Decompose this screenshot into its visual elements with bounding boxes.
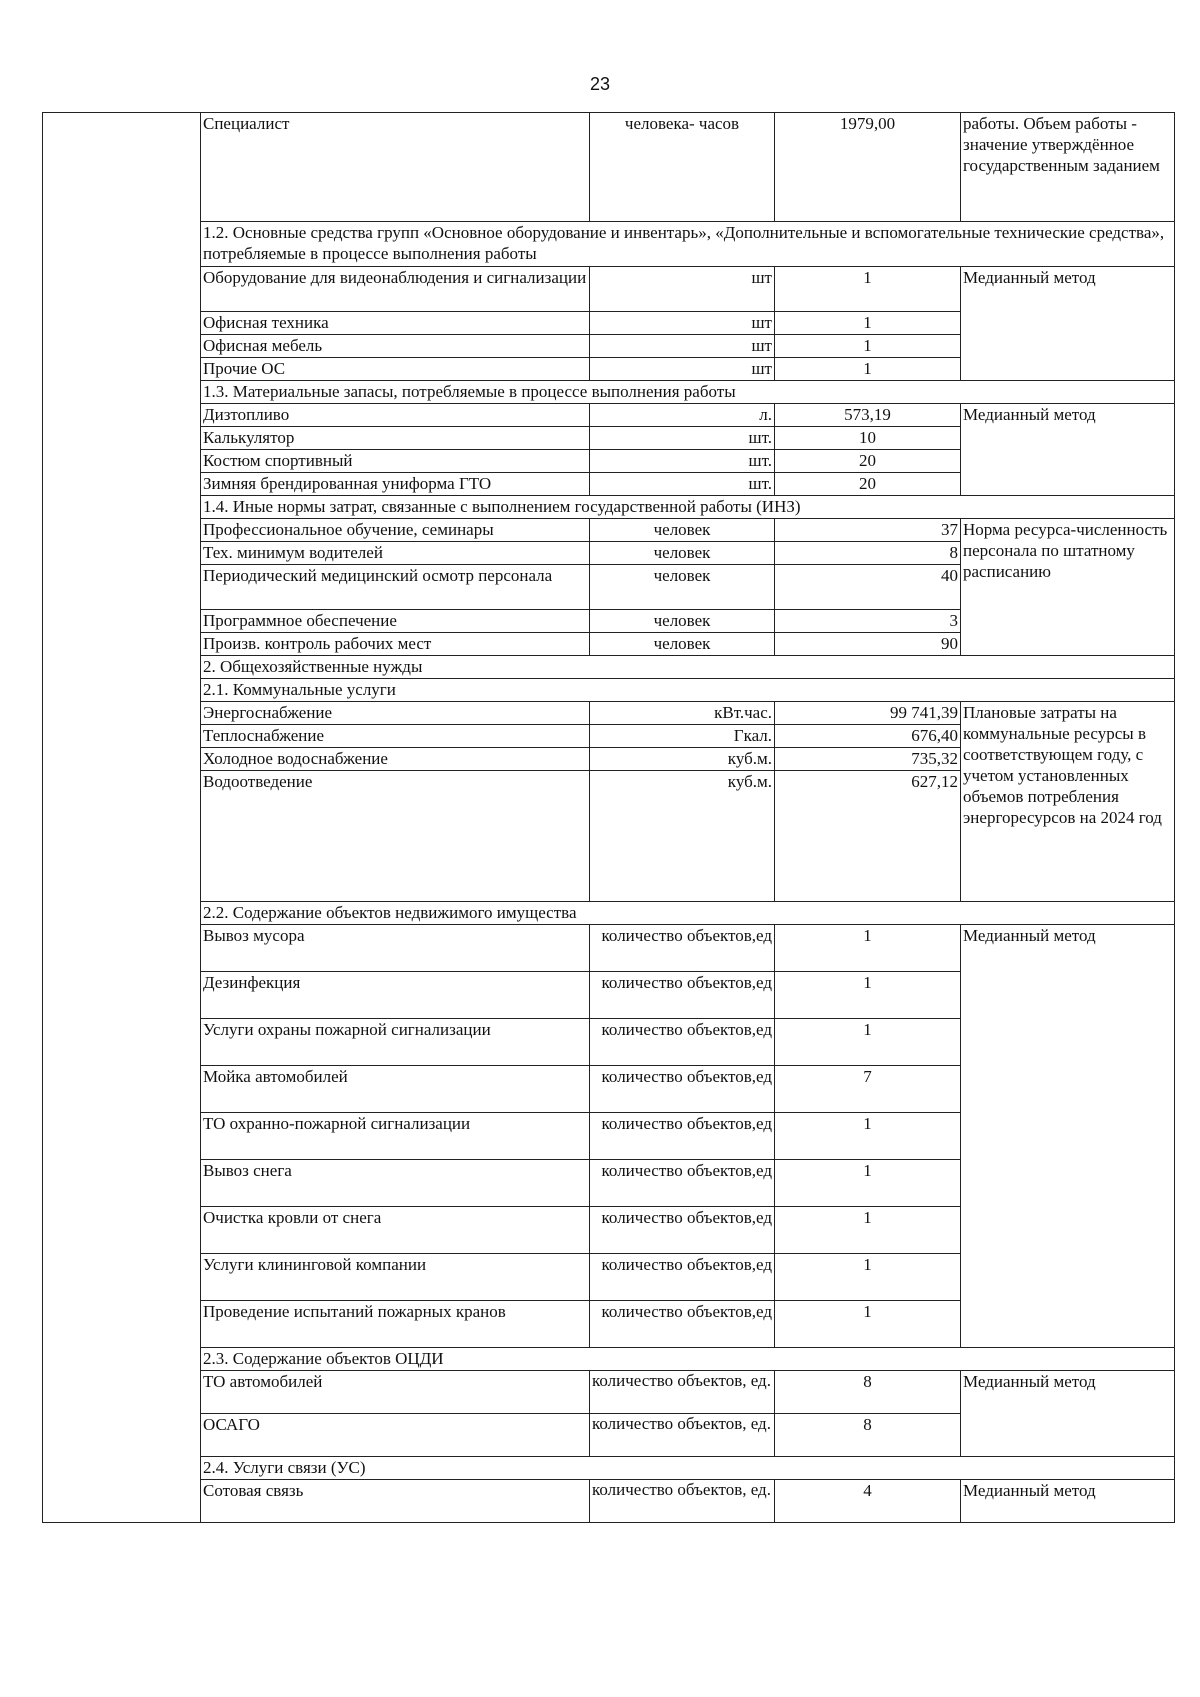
item-name: Тех. минимум водителей	[201, 542, 590, 565]
item-unit: куб.м.	[590, 748, 775, 771]
item-name: Зимняя брендированная униформа ГТО	[201, 473, 590, 496]
item-unit: человек	[590, 610, 775, 633]
section-title: 1.2. Основные средства групп «Основное оборудование и инвентарь», «Дополнительные и вспомогательные технические средства», потребляемые в процессе выполнения работы	[201, 222, 1175, 267]
section-row	[43, 679, 1175, 702]
item-name: ОСАГО	[201, 1414, 590, 1457]
section-row	[43, 1457, 1175, 1480]
item-value: 8	[775, 1414, 961, 1457]
table-row	[43, 113, 1175, 222]
item-value: 1	[775, 925, 961, 972]
item-unit: человек	[590, 565, 775, 610]
item-unit: л.	[590, 404, 775, 427]
section-title: 1.4. Иные нормы затрат, связанные с выполнением государственной работы (ИНЗ)	[201, 496, 1175, 519]
item-name: Костюм спортивный	[201, 450, 590, 473]
item-unit: количество объектов,ед	[590, 1207, 775, 1254]
norms-table	[42, 112, 1175, 1523]
item-unit: человек	[590, 542, 775, 565]
item-name: Произв. контроль рабочих мест	[201, 633, 590, 656]
item-name: Калькулятор	[201, 427, 590, 450]
item-unit: количество объектов,ед	[590, 1066, 775, 1113]
item-unit: количество объектов,ед	[590, 1113, 775, 1160]
method-note: Медианный метод	[961, 1480, 1175, 1523]
item-value: 1979,00	[775, 113, 961, 222]
item-name: Вывоз снега	[201, 1160, 590, 1207]
item-unit: шт.	[590, 473, 775, 496]
item-name: Холодное водоснабжение	[201, 748, 590, 771]
item-value: 40	[775, 565, 961, 610]
item-unit: количество объектов,ед	[590, 1254, 775, 1301]
item-value: 1	[775, 972, 961, 1019]
section-row	[43, 1348, 1175, 1371]
item-unit: количество объектов, ед.	[590, 1371, 775, 1414]
item-name: Специалист	[201, 113, 590, 222]
item-name: Услуги охраны пожарной сигнализации	[201, 1019, 590, 1066]
item-unit: Гкал.	[590, 725, 775, 748]
item-name: Дезинфекция	[201, 972, 590, 1019]
item-value: 99 741,39	[775, 702, 961, 725]
item-name: Прочие ОС	[201, 358, 590, 381]
item-unit: шт	[590, 267, 775, 312]
item-name: Оборудование для видеонаблюдения и сигнализации	[201, 267, 590, 312]
item-value: 3	[775, 610, 961, 633]
item-unit: количество объектов,ед	[590, 1301, 775, 1348]
item-name: Теплоснабжение	[201, 725, 590, 748]
item-name: Сотовая связь	[201, 1480, 590, 1523]
item-unit: количество объектов,ед	[590, 972, 775, 1019]
item-name: Очистка кровли от снега	[201, 1207, 590, 1254]
table-row	[43, 1480, 1175, 1523]
method-note: Медианный метод	[961, 267, 1175, 381]
item-value: 1	[775, 1207, 961, 1254]
section-row	[43, 656, 1175, 679]
section-title: 2.3. Содержание объектов ОЦДИ	[201, 1348, 1175, 1371]
section-row	[43, 902, 1175, 925]
item-name: Проведение испытаний пожарных кранов	[201, 1301, 590, 1348]
item-value: 735,32	[775, 748, 961, 771]
method-note: Медианный метод	[961, 1371, 1175, 1457]
item-name: Офисная техника	[201, 312, 590, 335]
item-value: 20	[775, 450, 961, 473]
item-unit: количество объектов,ед	[590, 925, 775, 972]
section-row	[43, 381, 1175, 404]
method-note: Медианный метод	[961, 925, 1175, 1348]
section-title: 2.4. Услуги связи (УС)	[201, 1457, 1175, 1480]
section-row	[43, 222, 1175, 267]
item-value: 7	[775, 1066, 961, 1113]
item-unit: количество объектов, ед.	[590, 1414, 775, 1457]
method-note: работы. Объем работы - значение утверждённое государственным заданием	[961, 113, 1175, 222]
item-value: 10	[775, 427, 961, 450]
table-row	[43, 267, 1175, 312]
table-row	[43, 702, 1175, 725]
item-value: 1	[775, 1301, 961, 1348]
item-unit: количество объектов,ед	[590, 1019, 775, 1066]
item-value: 1	[775, 1160, 961, 1207]
item-value: 8	[775, 1371, 961, 1414]
item-name: ТО автомобилей	[201, 1371, 590, 1414]
item-value: 37	[775, 519, 961, 542]
item-value: 1	[775, 267, 961, 312]
section-title: 2. Общехозяйственные нужды	[201, 656, 1175, 679]
item-name: Периодический медицинский осмотр персонала	[201, 565, 590, 610]
page-number: 23	[589, 74, 611, 94]
table-row	[43, 404, 1175, 427]
merged-first-column	[43, 113, 201, 1523]
item-unit: шт.	[590, 427, 775, 450]
item-unit: кВт.час.	[590, 702, 775, 725]
item-name: Офисная мебель	[201, 335, 590, 358]
item-name: Дизтопливо	[201, 404, 590, 427]
item-unit: шт	[590, 358, 775, 381]
item-unit: шт.	[590, 450, 775, 473]
method-note: Норма ресурса-численность персонала по штатному расписанию	[961, 519, 1175, 656]
method-note: Медианный метод	[961, 404, 1175, 496]
item-value: 1	[775, 358, 961, 381]
item-value: 573,19	[775, 404, 961, 427]
item-unit: человек	[590, 633, 775, 656]
item-unit: человека- часов	[590, 113, 775, 222]
item-value: 90	[775, 633, 961, 656]
section-title: 2.2. Содержание объектов недвижимого имущества	[201, 902, 1175, 925]
item-name: Услуги клининговой компании	[201, 1254, 590, 1301]
item-name: Водоотведение	[201, 771, 590, 902]
table-row	[43, 1371, 1175, 1414]
item-value: 4	[775, 1480, 961, 1523]
section-title: 2.1. Коммунальные услуги	[201, 679, 1175, 702]
item-name: ТО охранно-пожарной сигнализации	[201, 1113, 590, 1160]
table-row	[43, 925, 1175, 972]
method-note: Плановые затраты на коммунальные ресурсы в соответствующем году, с учетом установленных объемов потребления энергоресурсов на 2024 год	[961, 702, 1175, 902]
item-value: 1	[775, 1113, 961, 1160]
item-value: 1	[775, 1254, 961, 1301]
table-row	[43, 519, 1175, 542]
item-name: Программное обеспечение	[201, 610, 590, 633]
item-name: Вывоз мусора	[201, 925, 590, 972]
item-name: Мойка автомобилей	[201, 1066, 590, 1113]
item-unit: куб.м.	[590, 771, 775, 902]
item-unit: количество объектов,ед	[590, 1160, 775, 1207]
item-value: 8	[775, 542, 961, 565]
item-name: Энергоснабжение	[201, 702, 590, 725]
item-value: 676,40	[775, 725, 961, 748]
item-value: 1	[775, 335, 961, 358]
item-unit: человек	[590, 519, 775, 542]
item-name: Профессиональное обучение, семинары	[201, 519, 590, 542]
item-value: 627,12	[775, 771, 961, 902]
section-row	[43, 496, 1175, 519]
item-value: 1	[775, 312, 961, 335]
item-value: 1	[775, 1019, 961, 1066]
item-unit: шт	[590, 335, 775, 358]
section-title: 1.3. Материальные запасы, потребляемые в процессе выполнения работы	[201, 381, 1175, 404]
item-unit: количество объектов, ед.	[590, 1480, 775, 1523]
item-unit: шт	[590, 312, 775, 335]
item-value: 20	[775, 473, 961, 496]
